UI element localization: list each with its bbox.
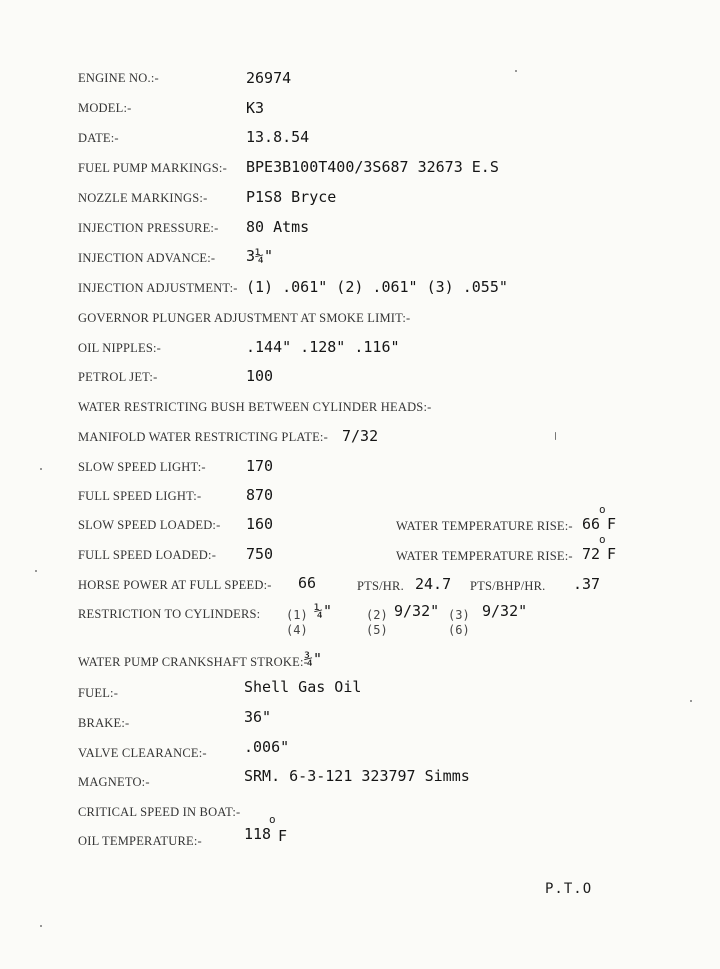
injection-advance-label: INJECTION ADVANCE:- [78,251,216,265]
water-temp-rise-1-unit: F [607,515,617,533]
brake-label: BRAKE:- [78,716,130,730]
magneto-value: SRM. 6-3-121 323797 Simms [244,767,470,785]
oil-temperature-label: OIL TEMPERATURE:- [78,834,202,848]
restriction-label: RESTRICTION TO CYLINDERS: [78,607,261,621]
fuel-pump-markings-label: FUEL PUMP MARKINGS:- [78,161,227,175]
water-bush-label: WATER RESTRICTING BUSH BETWEEN CYLINDER HEADS:- [78,400,432,414]
full-speed-loaded-label: FULL SPEED LOADED:- [78,548,217,562]
oil-nipples-value: .144" .128" .116" [246,338,400,356]
paper-speck [515,70,517,72]
slow-speed-loaded-label: SLOW SPEED LOADED:- [78,518,221,532]
cylinder-3-label: (3) [448,608,470,622]
paper-speck [555,432,556,440]
cylinder-4-label: (4) [286,623,308,637]
valve-clearance-label: VALVE CLEARANCE:- [78,746,207,760]
cylinder-2-label: (2) [366,608,388,622]
paper-speck [40,925,42,927]
paper-speck [690,700,692,702]
governor-plunger-label: GOVERNOR PLUNGER ADJUSTMENT AT SMOKE LIMIT:- [78,311,411,325]
full-speed-light-value: 870 [246,486,274,504]
slow-speed-light-label: SLOW SPEED LIGHT:- [78,460,206,474]
valve-clearance-value: .006" [244,738,290,756]
model-label: MODEL:- [78,101,132,115]
injection-adjustment-value: (1) .061" (2) .061" (3) .055" [246,278,508,296]
pts-bhp-hr-label: PTS/BHP/HR. [470,579,546,593]
petrol-jet-value: 100 [246,367,274,385]
slow-speed-light-value: 170 [246,457,274,475]
oil-nipples-label: OIL NIPPLES:- [78,341,162,355]
fuel-pump-markings-value: BPE3B100T400/3S687 32673 E.S [246,158,499,176]
manifold-plate-value: 7/32 [342,427,379,445]
fuel-value: Shell Gas Oil [244,678,362,696]
pts-hr-label: PTS/HR. [357,579,404,593]
nozzle-markings-value: P1S8 Bryce [246,188,337,206]
degree-symbol: o [599,503,606,516]
critical-speed-label: CRITICAL SPEED IN BOAT:- [78,805,241,819]
date-value: 13.8.54 [246,128,310,146]
paper-speck [35,570,37,572]
oil-temperature-value: 118 [244,825,272,843]
water-pump-stroke-value: ¾" [304,650,323,668]
horse-power-label: HORSE POWER AT FULL SPEED:- [78,578,272,592]
full-speed-loaded-value: 750 [246,545,274,563]
model-value: K3 [246,99,265,117]
water-temp-rise-1-label: WATER TEMPERATURE RISE:- [396,519,573,533]
water-temp-rise-2-value: 72 [582,545,601,563]
cylinder-5-label: (5) [366,623,388,637]
magneto-label: MAGNETO:- [78,775,150,789]
injection-advance-value: 3¼" [246,247,274,265]
cylinder-6-label: (6) [448,623,470,637]
full-speed-light-label: FULL SPEED LIGHT:- [78,489,202,503]
injection-pressure-label: INJECTION PRESSURE:- [78,221,219,235]
horse-power-value: 66 [298,574,317,592]
date-label: DATE:- [78,131,119,145]
cylinder-1-value: ¼" [314,602,333,620]
petrol-jet-label: PETROL JET:- [78,370,158,384]
engine-no-label: ENGINE NO.:- [78,71,159,85]
oil-temperature-unit: F [278,827,288,845]
injection-adjustment-label: INJECTION ADJUSTMENT:- [78,281,238,295]
engine-no-value: 26974 [246,69,292,87]
cylinder-3-value: 9/32" [482,602,528,620]
water-temp-rise-2-unit: F [607,545,617,563]
nozzle-markings-label: NOZZLE MARKINGS:- [78,191,208,205]
manifold-plate-label: MANIFOLD WATER RESTRICTING PLATE:- [78,430,328,444]
water-pump-stroke-label: WATER PUMP CRANKSHAFT STROKE:- [78,655,308,669]
paper-speck [40,468,42,470]
cylinder-2-value: 9/32" [394,602,440,620]
slow-speed-loaded-value: 160 [246,515,274,533]
fuel-label: FUEL:- [78,686,119,700]
degree-symbol: o [269,813,276,826]
cylinder-1-label: (1) [286,608,308,622]
water-temp-rise-2-label: WATER TEMPERATURE RISE:- [396,549,573,563]
injection-pressure-value: 80 Atms [246,218,310,236]
pto-footer: P.T.O [545,881,593,897]
degree-symbol: o [599,533,606,546]
water-temp-rise-1-value: 66 [582,515,601,533]
brake-value: 36" [244,708,272,726]
pts-bhp-hr-value: .37 [573,575,601,593]
pts-hr-value: 24.7 [415,575,452,593]
